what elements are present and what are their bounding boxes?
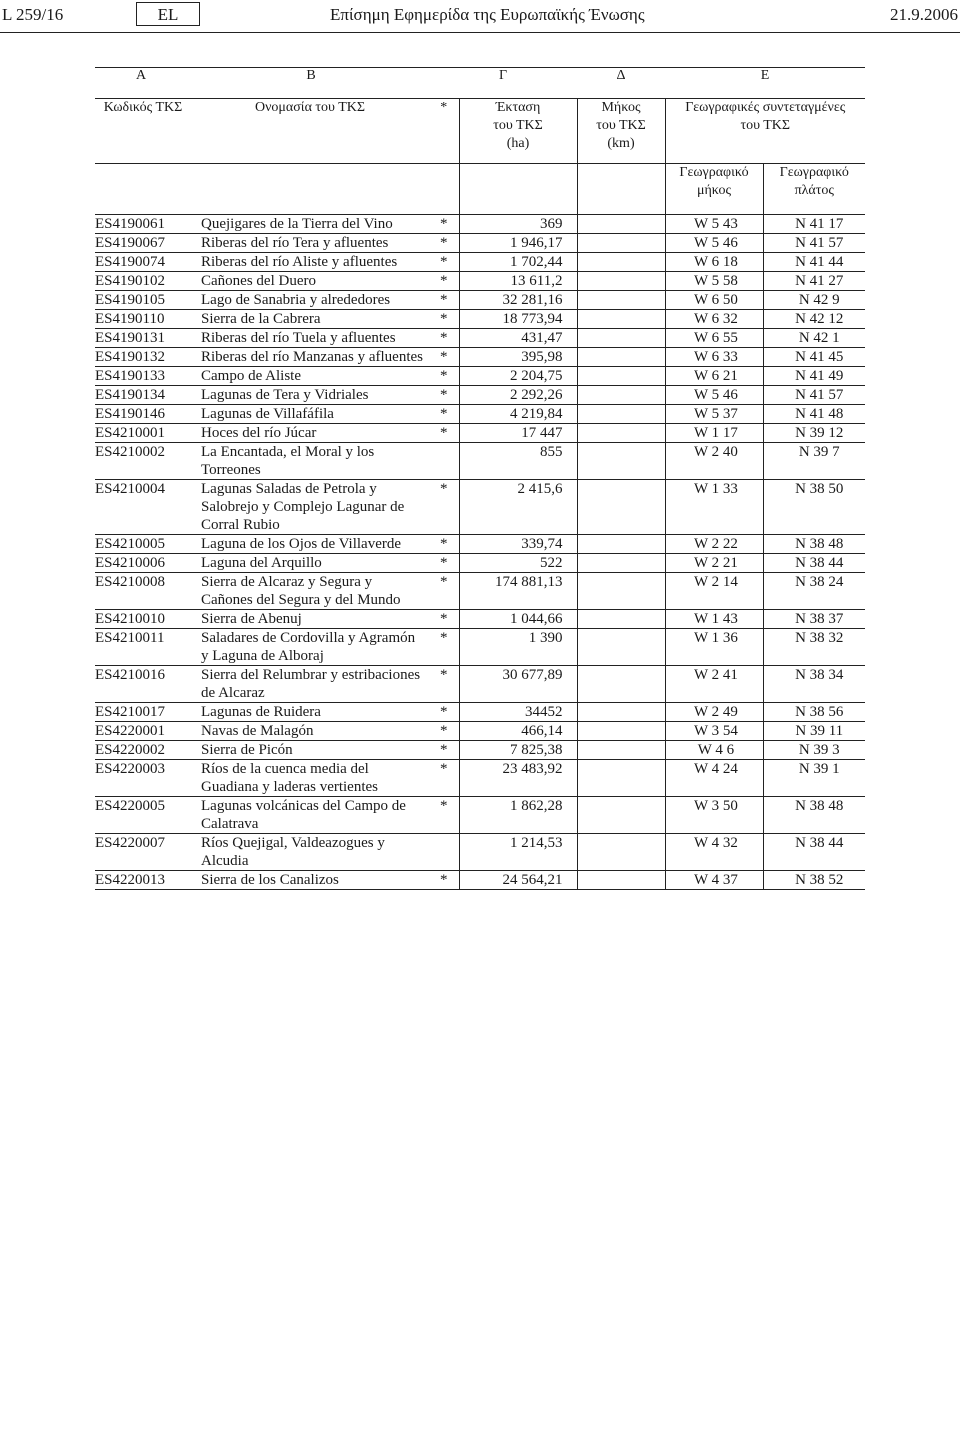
header-longitude-line2: μήκος (696, 183, 732, 198)
language-box: EL (136, 2, 200, 26)
priority-mark: * (429, 253, 459, 272)
header-longitude-line1: Γεωγραφικό (679, 165, 749, 180)
site-longitude: W 3 54 (665, 722, 763, 741)
subheader-empty-length (577, 164, 665, 215)
priority-mark (429, 834, 459, 871)
site-code: ES4220007 (95, 834, 191, 871)
site-longitude: W 4 37 (665, 871, 763, 890)
site-length (577, 666, 665, 703)
site-name: Sierra de Abenuj (191, 610, 429, 629)
site-name: Hoces del río Júcar (191, 424, 429, 443)
site-area: 174 881,13 (459, 573, 577, 610)
site-latitude: N 42 1 (763, 329, 865, 348)
priority-mark: * (429, 348, 459, 367)
site-longitude: W 6 32 (665, 310, 763, 329)
priority-mark (429, 443, 459, 480)
priority-mark: * (429, 666, 459, 703)
site-latitude: N 38 52 (763, 871, 865, 890)
site-code: ES4210005 (95, 535, 191, 554)
site-latitude: N 42 9 (763, 291, 865, 310)
site-longitude: W 2 41 (665, 666, 763, 703)
site-longitude: W 6 33 (665, 348, 763, 367)
table-row (95, 722, 865, 741)
site-length (577, 234, 665, 253)
table-row (95, 480, 865, 535)
site-area: 466,14 (459, 722, 577, 741)
header-coordinates (665, 99, 865, 164)
table-row (95, 215, 865, 234)
site-name: Riberas del río Tuela y afluentes (191, 329, 429, 348)
priority-mark: * (429, 871, 459, 890)
priority-mark: * (429, 554, 459, 573)
site-latitude: N 39 1 (763, 760, 865, 797)
header-coordinates-line1: Γεωγραφικές συντεταγμένες (685, 100, 846, 115)
site-area: 13 611,2 (459, 272, 577, 291)
priority-mark: * (429, 234, 459, 253)
table-row (95, 348, 865, 367)
priority-mark: * (429, 480, 459, 535)
priority-mark: * (429, 215, 459, 234)
column-letter-e: E (665, 68, 865, 99)
site-area: 17 447 (459, 424, 577, 443)
priority-mark: * (429, 722, 459, 741)
site-code: ES4190146 (95, 405, 191, 424)
site-code: ES4190074 (95, 253, 191, 272)
site-longitude: W 6 50 (665, 291, 763, 310)
table-row (95, 666, 865, 703)
site-code: ES4190131 (95, 329, 191, 348)
site-code: ES4210016 (95, 666, 191, 703)
table-row (95, 405, 865, 424)
site-name: Lagunas de Villafáfila (191, 405, 429, 424)
site-length (577, 215, 665, 234)
table-row (95, 760, 865, 797)
site-name: Ríos Quejigal, Valdeazogues y Alcudia (191, 834, 429, 871)
priority-mark: * (429, 629, 459, 666)
site-latitude: N 38 50 (763, 480, 865, 535)
site-longitude: W 2 22 (665, 535, 763, 554)
site-latitude: N 38 24 (763, 573, 865, 610)
site-latitude: N 39 3 (763, 741, 865, 760)
column-letter-c: Γ (429, 68, 577, 99)
table-row (95, 367, 865, 386)
site-name: Riberas del río Aliste y afluentes (191, 253, 429, 272)
site-latitude: N 41 45 (763, 348, 865, 367)
site-longitude: W 4 24 (665, 760, 763, 797)
table-row (95, 291, 865, 310)
journal-title: Επίσημη Εφημερίδα της Ευρωπαϊκής Ένωσης (330, 5, 645, 24)
site-longitude: W 1 36 (665, 629, 763, 666)
site-code: ES4210004 (95, 480, 191, 535)
priority-mark: * (429, 573, 459, 610)
site-code: ES4210001 (95, 424, 191, 443)
header-mark: * (429, 99, 459, 164)
site-length (577, 386, 665, 405)
table-row (95, 703, 865, 722)
site-latitude: N 39 12 (763, 424, 865, 443)
header-area (459, 99, 577, 164)
site-name: Laguna de los Ojos de Villaverde (191, 535, 429, 554)
site-area: 855 (459, 443, 577, 480)
site-length (577, 871, 665, 890)
site-name: Lagunas de Ruidera (191, 703, 429, 722)
table-row (95, 610, 865, 629)
site-area: 1 862,28 (459, 797, 577, 834)
site-longitude: W 5 46 (665, 234, 763, 253)
site-length (577, 443, 665, 480)
table-row (95, 272, 865, 291)
subheader-empty-code (95, 164, 191, 215)
site-area: 4 219,84 (459, 405, 577, 424)
site-code: ES4210008 (95, 573, 191, 610)
site-length (577, 291, 665, 310)
table-row (95, 443, 865, 480)
site-latitude: N 38 48 (763, 797, 865, 834)
site-code: ES4220005 (95, 797, 191, 834)
site-latitude: N 38 56 (763, 703, 865, 722)
column-subheader-row (95, 164, 865, 215)
site-latitude: N 41 17 (763, 215, 865, 234)
priority-mark: * (429, 310, 459, 329)
site-latitude: N 41 57 (763, 234, 865, 253)
column-letter-a: A (135, 68, 147, 83)
site-length (577, 554, 665, 573)
site-length (577, 367, 665, 386)
site-latitude: N 39 7 (763, 443, 865, 480)
site-longitude: W 1 17 (665, 424, 763, 443)
site-longitude: W 5 43 (665, 215, 763, 234)
header-coordinates-line2: του ΤΚΣ (740, 118, 791, 133)
site-length (577, 722, 665, 741)
table-row (95, 834, 865, 871)
site-area: 1 214,53 (459, 834, 577, 871)
site-area: 431,47 (459, 329, 577, 348)
priority-mark: * (429, 272, 459, 291)
column-header-row (95, 99, 865, 164)
header-code: Κωδικός ΤΚΣ (95, 99, 191, 164)
header-latitude-line1: Γεωγραφικό (779, 165, 849, 180)
site-code: ES4190134 (95, 386, 191, 405)
site-code: ES4210011 (95, 629, 191, 666)
site-area: 30 677,89 (459, 666, 577, 703)
site-name: Quejigares de la Tierra del Vino (191, 215, 429, 234)
table-row (95, 424, 865, 443)
site-latitude: N 41 57 (763, 386, 865, 405)
site-area: 369 (459, 215, 577, 234)
site-longitude: W 5 46 (665, 386, 763, 405)
site-latitude: N 41 49 (763, 367, 865, 386)
site-latitude: N 41 27 (763, 272, 865, 291)
table-row (95, 234, 865, 253)
table-row (95, 629, 865, 666)
site-code: ES4220001 (95, 722, 191, 741)
site-name: Saladares de Cordovilla y Agramón y Laguna de Alboraj (191, 629, 429, 666)
site-code: ES4190061 (95, 215, 191, 234)
priority-mark: * (429, 535, 459, 554)
header-area-line1: Έκταση (495, 100, 541, 115)
site-area: 24 564,21 (459, 871, 577, 890)
site-length (577, 480, 665, 535)
column-letter-b: B (306, 68, 316, 83)
priority-mark: * (429, 760, 459, 797)
column-letter-d: Δ (577, 68, 665, 99)
priority-mark: * (429, 291, 459, 310)
site-latitude: N 39 11 (763, 722, 865, 741)
site-longitude: W 1 43 (665, 610, 763, 629)
site-code: ES4190102 (95, 272, 191, 291)
site-length (577, 573, 665, 610)
site-latitude: N 41 48 (763, 405, 865, 424)
site-code: ES4210017 (95, 703, 191, 722)
site-length (577, 703, 665, 722)
site-latitude: N 42 12 (763, 310, 865, 329)
site-longitude: W 6 55 (665, 329, 763, 348)
subheader-empty-name (191, 164, 429, 215)
table-row (95, 329, 865, 348)
table-row (95, 310, 865, 329)
header-latitude-line2: πλάτος (794, 183, 834, 198)
header-length-line2: του ΤΚΣ (596, 118, 646, 133)
table-row (95, 535, 865, 554)
priority-mark: * (429, 367, 459, 386)
site-longitude: W 2 14 (665, 573, 763, 610)
site-latitude: N 38 44 (763, 834, 865, 871)
site-length (577, 424, 665, 443)
publication-date: 21.9.2006 (890, 5, 958, 24)
site-length (577, 405, 665, 424)
site-area: 1 946,17 (459, 234, 577, 253)
site-area: 34452 (459, 703, 577, 722)
header-latitude (763, 164, 865, 215)
site-name: Sierra de Alcaraz y Segura y Cañones del Segura y del Mundo (191, 573, 429, 610)
site-length (577, 760, 665, 797)
table-row (95, 386, 865, 405)
site-latitude: N 38 34 (763, 666, 865, 703)
priority-mark: * (429, 329, 459, 348)
page-header (0, 0, 960, 32)
site-name: Sierra del Relumbrar y estribaciones de Alcaraz (191, 666, 429, 703)
header-length-line3: (km) (607, 136, 635, 151)
site-length (577, 834, 665, 871)
site-length (577, 272, 665, 291)
site-name: Lagunas volcánicas del Campo de Calatrava (191, 797, 429, 834)
site-name: Sierra de la Cabrera (191, 310, 429, 329)
site-area: 1 702,44 (459, 253, 577, 272)
site-length (577, 741, 665, 760)
site-name: Lagunas Saladas de Petrola y Salobrejo y Complejo Lagunar de Corral Rubio (191, 480, 429, 535)
site-area: 7 825,38 (459, 741, 577, 760)
site-length (577, 535, 665, 554)
site-name: La Encantada, el Moral y los Torreones (191, 443, 429, 480)
header-area-line2: του ΤΚΣ (493, 118, 543, 133)
site-area: 2 292,26 (459, 386, 577, 405)
site-code: ES4220013 (95, 871, 191, 890)
site-longitude: W 1 33 (665, 480, 763, 535)
header-name: Ονομασία του ΤΚΣ (191, 99, 429, 164)
priority-mark: * (429, 386, 459, 405)
table-row (95, 554, 865, 573)
site-longitude: W 2 21 (665, 554, 763, 573)
site-code: ES4210002 (95, 443, 191, 480)
site-length (577, 797, 665, 834)
priority-mark: * (429, 405, 459, 424)
subheader-empty-area (459, 164, 577, 215)
site-longitude: W 4 6 (665, 741, 763, 760)
site-length (577, 629, 665, 666)
site-name: Navas de Malagón (191, 722, 429, 741)
site-area: 1 044,66 (459, 610, 577, 629)
header-area-line3: (ha) (506, 136, 530, 151)
column-letter-a-b (95, 68, 429, 99)
header-longitude (665, 164, 763, 215)
table-row (95, 797, 865, 834)
table-row (95, 253, 865, 272)
site-name: Sierra de Picón (191, 741, 429, 760)
site-code: ES4190132 (95, 348, 191, 367)
header-length-line1: Μήκος (601, 100, 641, 115)
site-code: ES4210010 (95, 610, 191, 629)
site-name: Riberas del río Manzanas y afluentes (191, 348, 429, 367)
site-name: Ríos de la cuenca media del Guadiana y laderas vertientes (191, 760, 429, 797)
site-area: 2 204,75 (459, 367, 577, 386)
site-length (577, 348, 665, 367)
site-area: 522 (459, 554, 577, 573)
site-longitude: W 3 50 (665, 797, 763, 834)
site-longitude: W 5 58 (665, 272, 763, 291)
site-name: Lago de Sanabria y alrededores (191, 291, 429, 310)
priority-mark: * (429, 797, 459, 834)
site-area: 18 773,94 (459, 310, 577, 329)
site-name: Laguna del Arquillo (191, 554, 429, 573)
priority-mark: * (429, 610, 459, 629)
site-latitude: N 38 48 (763, 535, 865, 554)
site-code: ES4210006 (95, 554, 191, 573)
site-area: 395,98 (459, 348, 577, 367)
site-area: 339,74 (459, 535, 577, 554)
header-rule (0, 32, 960, 33)
column-letter-row (95, 68, 865, 99)
header-length (577, 99, 665, 164)
table-row (95, 573, 865, 610)
page-reference: L 259/16 (2, 5, 64, 24)
site-longitude: W 4 32 (665, 834, 763, 871)
site-area: 1 390 (459, 629, 577, 666)
priority-mark: * (429, 741, 459, 760)
site-code: ES4190067 (95, 234, 191, 253)
site-latitude: N 41 44 (763, 253, 865, 272)
site-longitude: W 6 21 (665, 367, 763, 386)
table-row (95, 741, 865, 760)
site-length (577, 329, 665, 348)
site-code: ES4220003 (95, 760, 191, 797)
site-length (577, 253, 665, 272)
table-row (95, 871, 865, 890)
site-longitude: W 2 40 (665, 443, 763, 480)
site-name: Riberas del río Tera y afluentes (191, 234, 429, 253)
site-area: 32 281,16 (459, 291, 577, 310)
site-name: Campo de Aliste (191, 367, 429, 386)
site-code: ES4190105 (95, 291, 191, 310)
site-longitude: W 5 37 (665, 405, 763, 424)
site-code: ES4220002 (95, 741, 191, 760)
site-latitude: N 38 32 (763, 629, 865, 666)
site-length (577, 310, 665, 329)
priority-mark: * (429, 424, 459, 443)
site-name: Cañones del Duero (191, 272, 429, 291)
site-latitude: N 38 37 (763, 610, 865, 629)
site-name: Lagunas de Tera y Vidriales (191, 386, 429, 405)
site-area: 2 415,6 (459, 480, 577, 535)
subheader-empty-mark (429, 164, 459, 215)
site-length (577, 610, 665, 629)
site-area: 23 483,92 (459, 760, 577, 797)
site-latitude: N 38 44 (763, 554, 865, 573)
site-code: ES4190133 (95, 367, 191, 386)
site-longitude: W 6 18 (665, 253, 763, 272)
priority-mark: * (429, 703, 459, 722)
sites-table (95, 67, 865, 890)
site-longitude: W 2 49 (665, 703, 763, 722)
site-code: ES4190110 (95, 310, 191, 329)
site-name: Sierra de los Canalizos (191, 871, 429, 890)
